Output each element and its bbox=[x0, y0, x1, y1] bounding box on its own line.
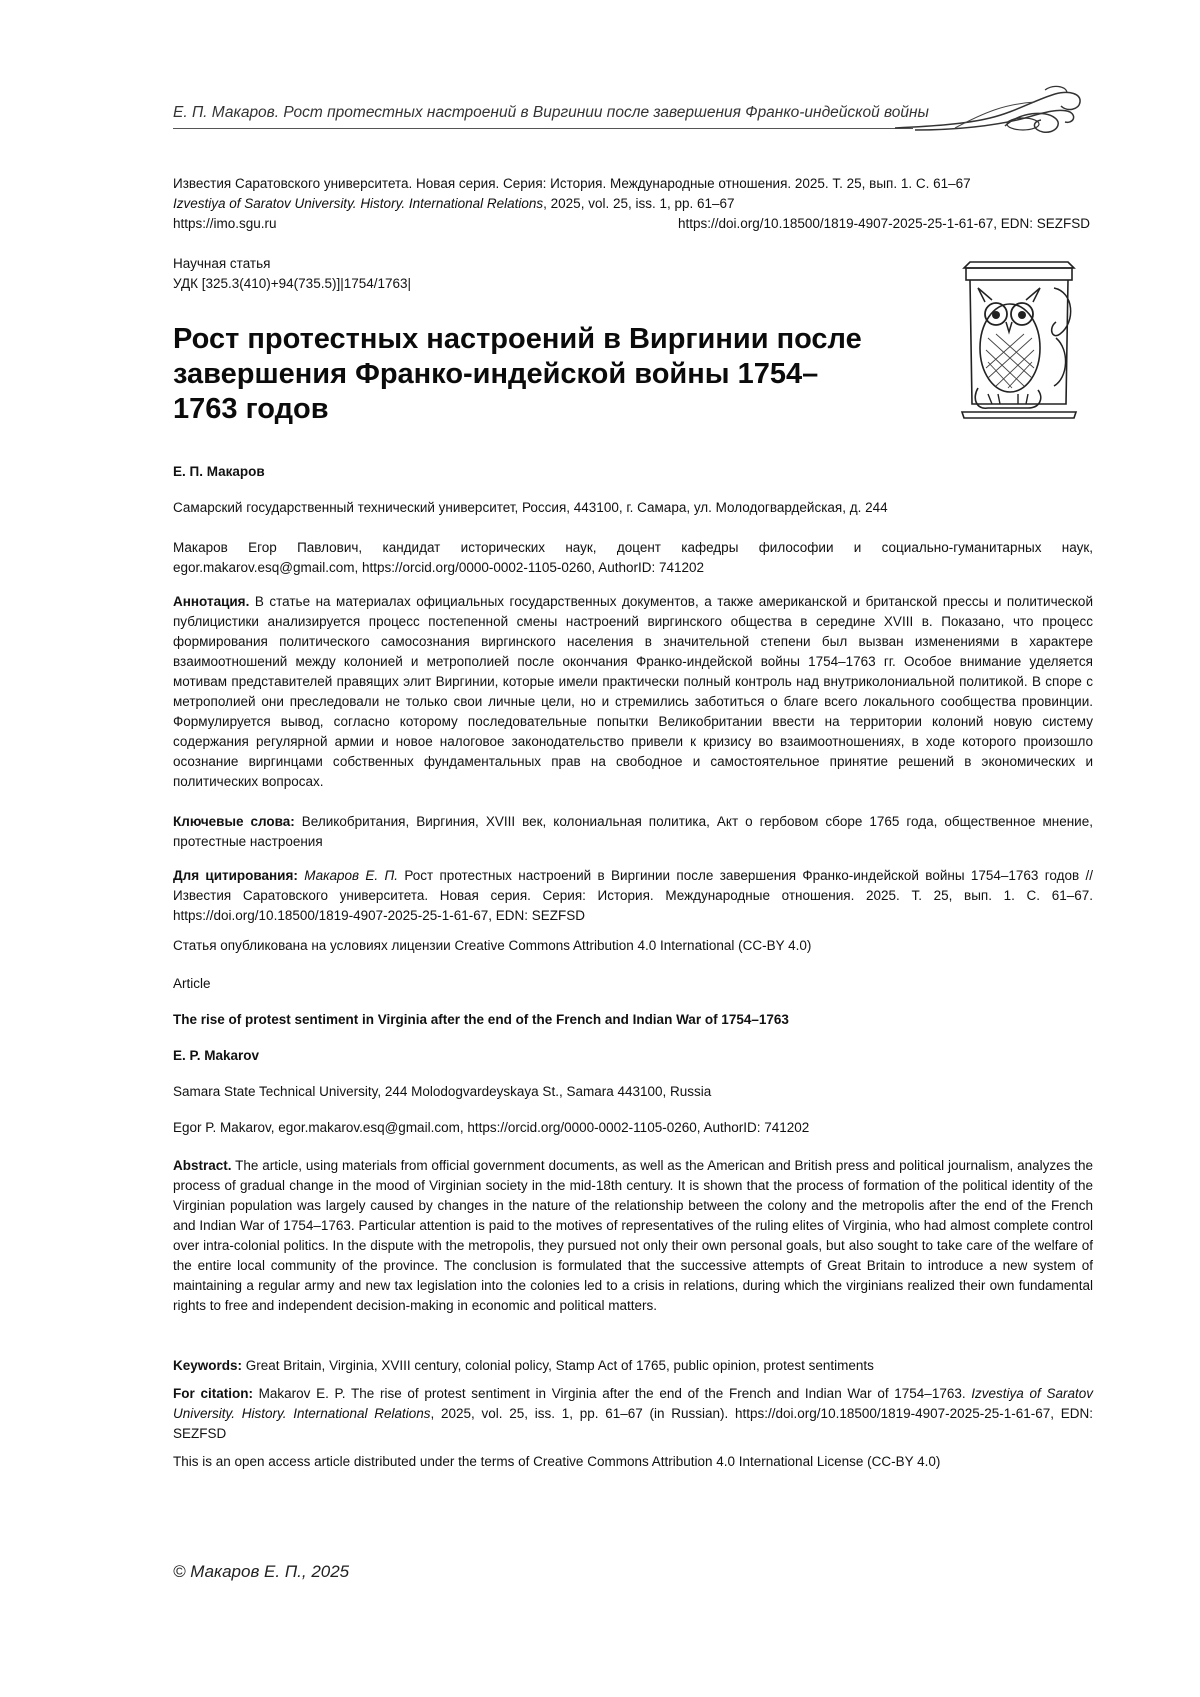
abstract-text-ru: В статье на материалах официальных государственных документов, а также американской и британской прессы и политической публицистики анализируется процесс постепенной смены настроений виргинского общества в середине XVIII в. Показано, что процесс формирования политического самосознания виргинского населения в значительной степени был вызван изменениями в характере взаимоотношений между колонией и метрополией после окончания Франко-индейской войны 1754–1763 гг. Особое внимание уделяется мотивам представителей правящих элит Виргинии, которые имели практически полный контроль над внутриколониальной политикой. В споре с метрополией они преследовали не только свои личные цели, но и стремились заботиться о благе всего локального сообщества провинции. Формулируется вывод, согласно которому последовательные попытки Великобритании ввести на территории колоний новую систему содержания регулярной армии и новое налоговое законодательство привели к кризису во взаимоотношениях, в ходе которого произошло осознание виргинцами собственных фундаментальных прав на свободное и самостоятельное принятие решений в экономических и политических вопросах. bbox=[173, 594, 1093, 789]
citation-en bbox=[173, 1384, 1093, 1444]
abstract-label-en: Abstract. bbox=[173, 1158, 232, 1173]
journal-issue-en: , 2025, vol. 25, iss. 1, pp. 61–67 bbox=[543, 196, 734, 211]
keywords-en bbox=[173, 1356, 1093, 1376]
license-en: This is an open access article distributed under the terms of Creative Commons Attribution 4.0 International License (CC-BY 4.0) bbox=[173, 1452, 1093, 1472]
keywords-label-en: Keywords: bbox=[173, 1358, 242, 1373]
author-info-en: Egor P. Makarov, egor.makarov.esq@gmail.com, https://orcid.org/0000-0002-1105-0260, AuthorID: 741202 bbox=[173, 1118, 1093, 1138]
header-ornament-icon bbox=[895, 82, 1085, 142]
article-title-en: The rise of protest sentiment in Virginia after the end of the French and Indian War of 1754–1763 bbox=[173, 1010, 1093, 1030]
citation-ru bbox=[173, 866, 1093, 926]
article-type-en: Article bbox=[173, 974, 1093, 994]
keywords-text-en: Great Britain, Virginia, XVIII century, colonial policy, Stamp Act of 1765, public opinion, protest sentiments bbox=[242, 1358, 874, 1373]
author-ru: Е. П. Макаров bbox=[173, 462, 1093, 482]
journal-line-ru: Известия Саратовского университета. Новая серия. Серия: История. Международные отношения. 2025. Т. 25, вып. 1. С. 61–67 bbox=[173, 174, 1090, 194]
abstract-ru bbox=[173, 592, 1093, 792]
running-header: Е. П. Макаров. Рост протестных настроений в Виргинии после завершения Франко-индейской войны bbox=[173, 104, 929, 122]
journal-links bbox=[173, 214, 1090, 234]
author-info-ru: Макаров Егор Павлович, кандидат исторических наук, доцент кафедры философии и социально-гуманитарных наук, egor.makarov.esq@gmail.com, https://orcid.org/0000-0002-1105-0260, AuthorID: 741202 bbox=[173, 538, 1093, 578]
affiliation-ru: Самарский государственный технический университет, Россия, 443100, г. Самара, ул. Молодогвардейская, д. 244 bbox=[173, 498, 1093, 518]
article-type-ru: Научная статья bbox=[173, 254, 411, 274]
citation-text-en-after: , 2025, vol. 25, iss. 1, pp. 61–67 (in Russian). https://doi.org/10.18500/1819-4907-2025-25-1-61-67, EDN: SEZFSD bbox=[173, 1406, 1093, 1441]
article-meta bbox=[173, 254, 411, 294]
abstract-label-ru: Аннотация. bbox=[173, 594, 249, 609]
header-rule bbox=[173, 128, 913, 129]
udk-code: УДК [325.3(410)+94(735.5)]|1754/1763| bbox=[173, 274, 411, 294]
journal-info bbox=[173, 174, 1090, 234]
doi-link[interactable]: https://doi.org/10.18500/1819-4907-2025-25-1-61-67, EDN: SEZFSD bbox=[678, 214, 1090, 234]
keywords-label-ru: Ключевые слова: bbox=[173, 814, 295, 829]
journal-site-link[interactable]: https://imo.sgu.ru bbox=[173, 216, 277, 231]
affiliation-en: Samara State Technical University, 244 Molodogvardeyskaya St., Samara 443100, Russia bbox=[173, 1082, 1093, 1102]
citation-text-ru: Рост протестных настроений в Виргинии после завершения Франко-индейской войны 1754–1763 годов // Известия Саратовского университета. Новая серия. Серия: История. Международные отношения. 2025. Т. 25, вып. 1. С. 61–67. https://doi.org/10.18500/1819-4907-2025-25-1-61-67, EDN: SEZFSD bbox=[173, 868, 1093, 923]
journal-name-en: Izvestiya of Saratov University. History. International Relations bbox=[173, 196, 543, 211]
citation-author-ru: Макаров Е. П. bbox=[298, 868, 398, 883]
license-ru: Статья опубликована на условиях лицензии Creative Commons Attribution 4.0 International (CC-BY 4.0) bbox=[173, 936, 1093, 956]
journal-line-en bbox=[173, 194, 1090, 214]
article-page bbox=[0, 0, 1200, 1697]
author-en: E. P. Makarov bbox=[173, 1046, 1093, 1066]
copyright-notice: © Макаров Е. П., 2025 bbox=[173, 1562, 349, 1582]
owl-emblem-icon bbox=[958, 258, 1080, 420]
keywords-ru bbox=[173, 812, 1093, 852]
citation-text-en-before: Makarov E. P. The rise of protest sentiment in Virginia after the end of the French and Indian War of 1754–1763. bbox=[253, 1386, 971, 1401]
abstract-en bbox=[173, 1156, 1093, 1316]
keywords-text-ru: Великобритания, Виргиния, XVIII век, колониальная политика, Акт о гербовом сборе 1765 года, общественное мнение, протестные настроения bbox=[173, 814, 1093, 849]
citation-journal-en: Izvestiya of Saratov University. History. International Relations bbox=[173, 1386, 1093, 1421]
article-title-ru: Рост протестных настроений в Виргинии после завершения Франко-индейской войны 1754–1763 годов bbox=[173, 322, 873, 427]
citation-label-en: For citation: bbox=[173, 1386, 253, 1401]
citation-label-ru: Для цитирования: bbox=[173, 868, 298, 883]
abstract-text-en: The article, using materials from official government documents, as well as the American and British press and political journalism, analyzes the process of gradual change in the mood of Virginian society in the mid-18th century. It is shown that the process of formation of the political identity of the Virginian population was largely caused by changes in the nature of the relationship between the colony and the metropolis after the end of the French and Indian War of 1754–1763. Particular attention is paid to the motives of representatives of the ruling elites of Virginia, who had almost complete control over intra-colonial politics. In the dispute with the metropolis, they pursued not only their own personal goals, but also sought to take care of the welfare of the entire local community of the province. The conclusion is formulated that the successive attempts of Great Britain to introduce a new system of maintaining a regular army and new tax legislation into the colonies led to a crisis in relations, during which the virginians realized their own fundamental rights to free and independent decision-making in economic and political matters. bbox=[173, 1158, 1093, 1313]
